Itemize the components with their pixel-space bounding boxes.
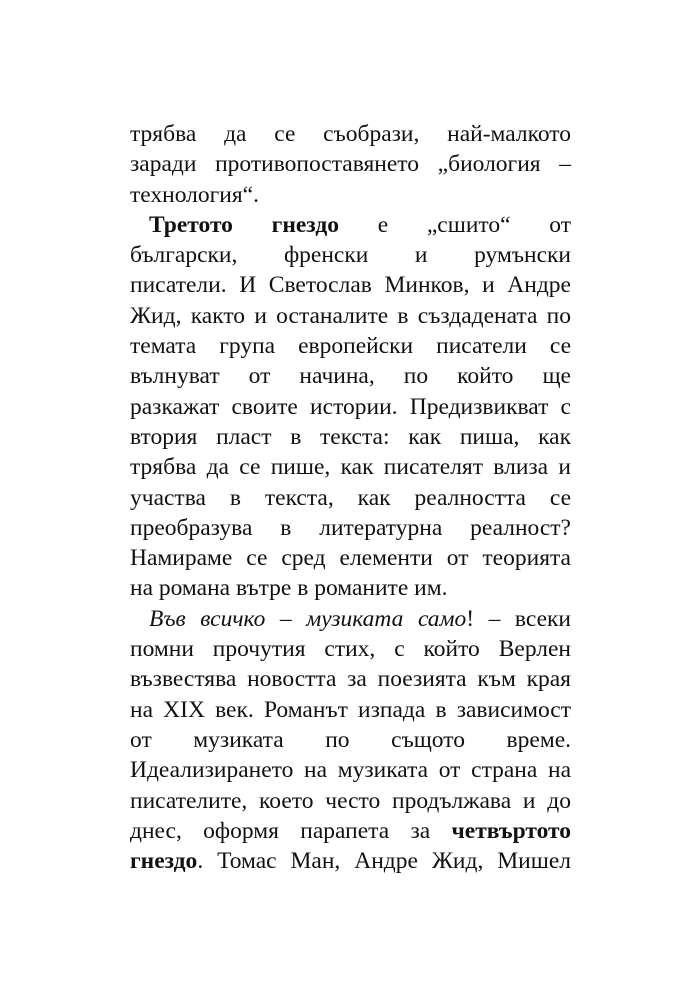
text-run: . Томас Ман, Андре Жид, Мишел [197, 848, 571, 875]
text-line: трябва да се съобрази, най-малкото [130, 121, 571, 147]
bold-term: гнездо [130, 848, 198, 875]
text-run: е „сшито“ от [338, 211, 571, 238]
bold-term: Третото гнездо [149, 211, 339, 238]
text-line: писатели. И Светослав Минков, и Андре [130, 272, 571, 299]
text-line: на XIX век. Романът изпада в зависимост [130, 696, 571, 723]
text-line [130, 816, 571, 846]
text-line: възвестява новостта за поезията към края [130, 666, 571, 693]
text-line: вълнуват от начина, по който ще [130, 363, 571, 390]
text-line: заради противопоставянето „биология – [130, 151, 571, 178]
italic-quote: Във всичко – музиката само [149, 605, 467, 632]
text-line: разкажат своите истории. Предизвикват с [130, 393, 571, 420]
paragraph-2 [130, 210, 571, 604]
text-run: днес, оформя парапета за [130, 817, 452, 844]
text-line: темата група европейски писатели се [130, 333, 571, 360]
text-line: писателите, което често продължава и до [130, 787, 571, 814]
text-line: Намираме се сред елементи от теорията [130, 545, 571, 572]
text-line: помни прочутия стих, с който Верлен [130, 636, 571, 663]
text-line: преобразува в литературна реалност? [130, 514, 571, 541]
page-text [130, 119, 571, 876]
text-line [130, 846, 571, 876]
text-run: ! – всеки [466, 605, 571, 632]
text-line: Жид, както и останалите в създадената по [130, 302, 571, 329]
bold-term: четвъртото [451, 817, 571, 844]
text-line: участва в текста, как реалността се [130, 484, 571, 511]
text-line: трябва да се пише, как писателят влиза и [130, 454, 571, 481]
text-line: втория пласт в текста: как пиша, как [130, 423, 571, 450]
text-line [130, 210, 571, 240]
paragraph-3 [130, 604, 571, 877]
paragraph-1 [130, 119, 571, 210]
text-line: технология“. [130, 181, 259, 208]
text-line: от музиката по същото време. [130, 726, 571, 753]
text-line: български, френски и румънски [130, 242, 571, 269]
text-line: на романа вътре в романите им. [130, 575, 448, 602]
text-line: Идеализирането на музиката от страна на [130, 757, 571, 784]
text-line [130, 604, 571, 634]
